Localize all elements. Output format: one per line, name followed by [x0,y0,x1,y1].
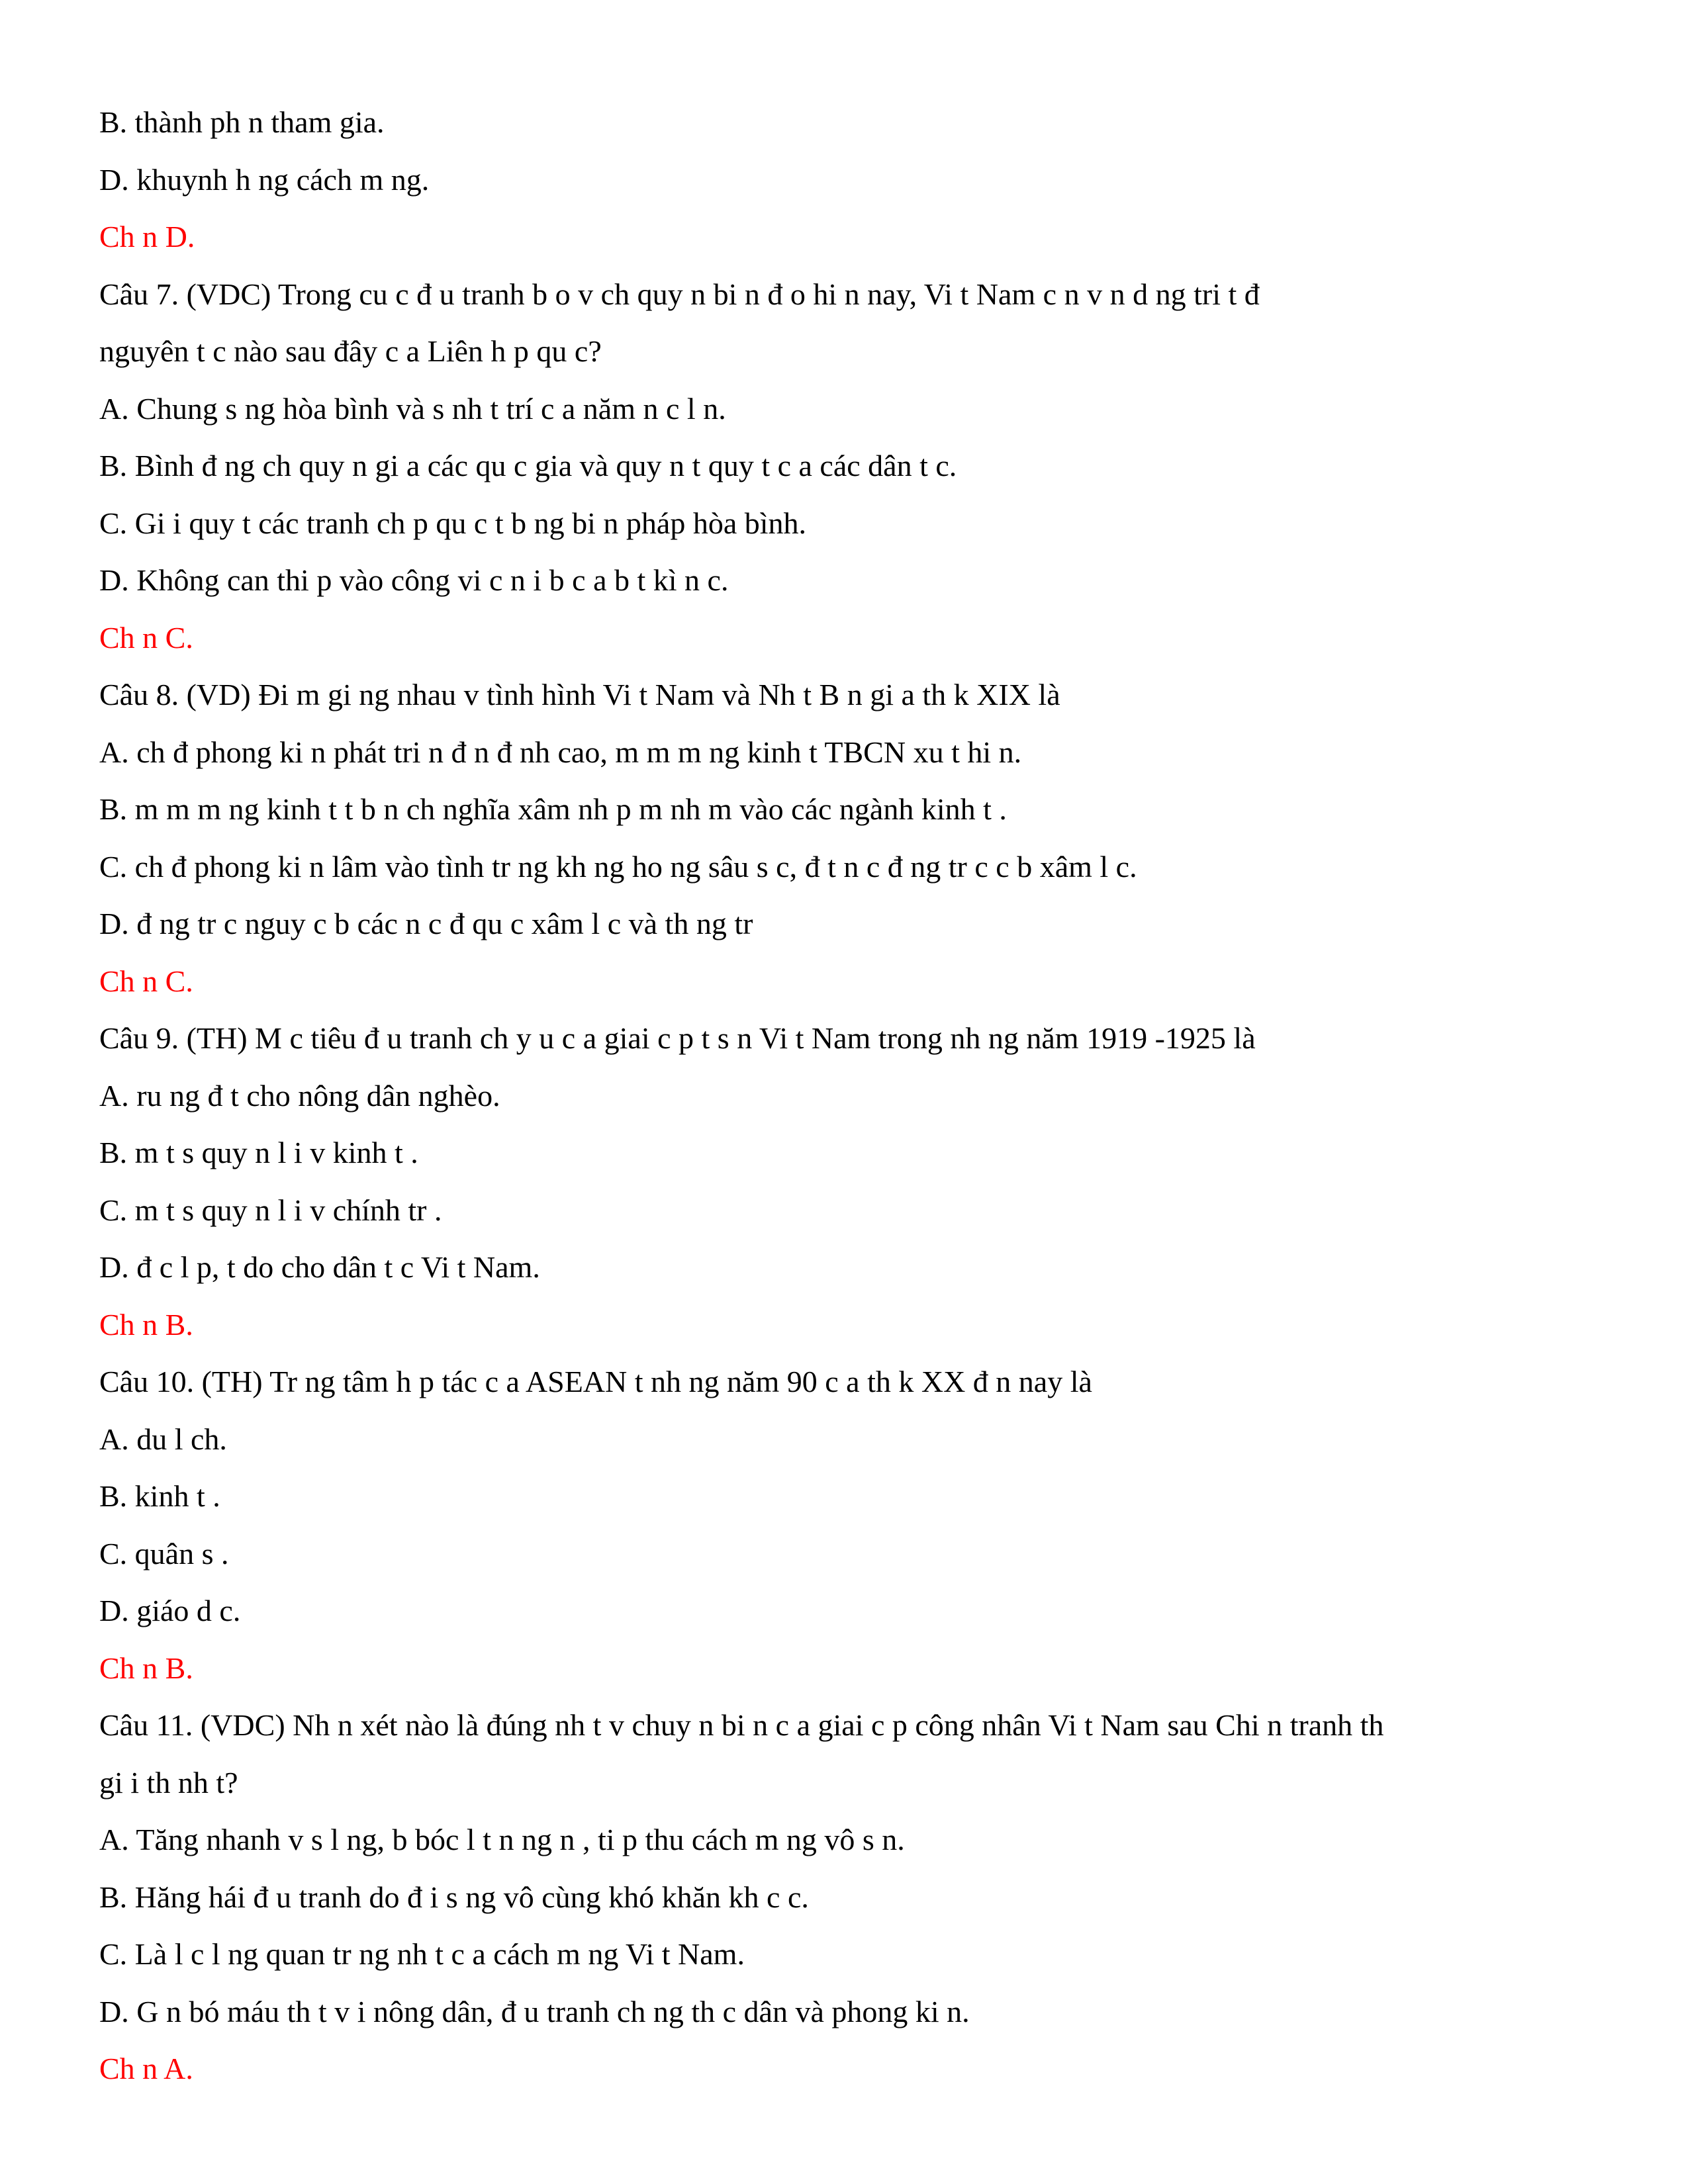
question-8: Câu 8. (VD) Đi m gi ng nhau v tình hình Vi t Nam và Nh t B n gi a th k XIX là [99,678,1060,711]
option-c: C. Gi i quy t các tranh ch p qu c t b ng bi n pháp hòa bình. [99,506,807,540]
option-c: C. m t s quy n l i v chính tr . [99,1193,442,1227]
option-a: A. du l ch. [99,1422,227,1456]
question-7: Câu 7. (VDC) Trong cu c đ u tranh b o v ch quy n bi n đ o hi n nay, Vi t Nam c n v n d ng tri t đ [99,277,1260,311]
question-10: Câu 10. (TH) Tr ng tâm h p tác c a ASEAN t nh ng năm 90 c a th k XX đ n nay là [99,1365,1092,1398]
option-b: B. m t s quy n l i v kinh t . [99,1136,418,1169]
option-d: D. giáo d c. [99,1594,241,1627]
question-7-continued: nguyên t c nào sau đây c a Liên h p qu c? [99,334,602,368]
option-b: B. kinh t . [99,1479,220,1513]
option-b: B. Bình đ ng ch quy n gi a các qu c gia và quy n t quy t c a các dân t c. [99,449,957,482]
answer-key: Ch n B. [99,1651,193,1685]
option-a: A. ru ng đ t cho nông dân nghèo. [99,1078,500,1113]
option-a: A. ch đ phong ki n phát tri n đ n đ nh cao, m m m ng kinh t TBCN xu t hi n. [99,735,1022,769]
option-d: D. đ ng tr c nguy c b các n c đ qu c xâm l c và th ng tr [99,907,753,940]
option-b: B. Hăng hái đ u tranh do đ i s ng vô cùng khó khăn kh c c. [99,1880,809,1914]
question-11: Câu 11. (VDC) Nh n xét nào là đúng nh t v chuy n bi n c a giai c p công nhân Vi t Nam sau Chi n tranh th [99,1708,1384,1742]
answer-key: Ch n B. [99,1307,193,1342]
option-d: D. đ c l p, t do cho dân t c Vi t Nam. [99,1250,540,1284]
option-c: C. quân s . [99,1536,229,1570]
option-c: C. Là l c l ng quan tr ng nh t c a cách m ng Vi t Nam. [99,1937,745,1971]
answer-key: Ch n C. [99,620,193,655]
answer-key: Ch n D. [99,220,195,253]
document-page [99,94,1589,2098]
option-d: D. Không can thi p vào công vi c n i b c a b t kì n c. [99,563,729,597]
question-11-continued: gi i th nh t? [99,1765,238,1799]
question-9: Câu 9. (TH) M c tiêu đ u tranh ch y u c a giai c p t s n Vi t Nam trong nh ng năm 1919 -1925 là [99,1021,1256,1055]
answer-key: Ch n C. [99,964,193,998]
option-d: D. G n bó máu th t v i nông dân, đ u tranh ch ng th c dân và phong ki n. [99,1994,970,2028]
option-b: B. m m m ng kinh t t b n ch nghĩa xâm nh p m nh m vào các ngành kinh t . [99,792,1007,826]
option-a: A. Chung s ng hòa bình và s nh t trí c a năm n c l n. [99,391,726,426]
option-c: C. ch đ phong ki n lâm vào tình tr ng kh ng ho ng sâu s c, đ t n c đ ng tr c c b xâm l c. [99,849,1137,884]
option-b: B. thành ph n tham gia. [99,105,385,139]
option-d: D. khuynh h ng cách m ng. [99,162,430,197]
answer-key: Ch n A. [99,2052,193,2085]
option-a: A. Tăng nhanh v s l ng, b bóc l t n ng n , ti p thu cách m ng vô s n. [99,1823,905,1856]
